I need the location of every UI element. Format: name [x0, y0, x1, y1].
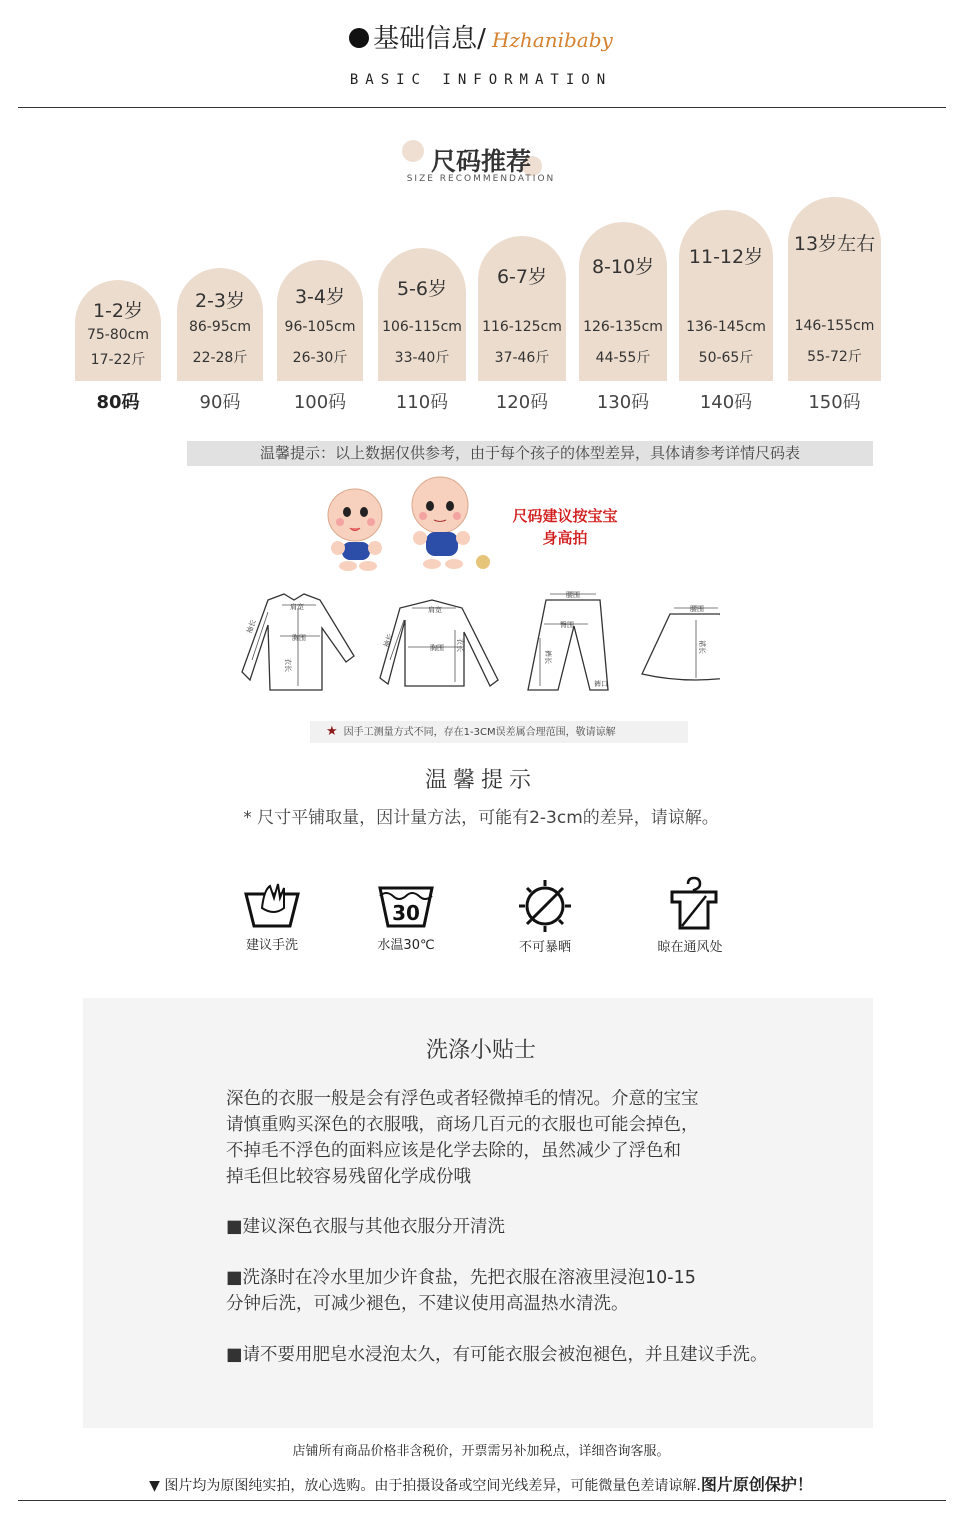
baby-note-line: 尺码建议按宝宝: [512, 507, 618, 525]
size-card: [679, 210, 773, 381]
water-temp-number: 30: [392, 901, 420, 925]
size-code: 100码: [293, 392, 347, 413]
care-label: 水温30℃: [377, 938, 435, 953]
footer-photo-note: [0, 1472, 962, 1495]
wash-tip-item: ■建议深色衣服与其他衣服分开清洗: [226, 1217, 506, 1237]
card-weight: 33-40斤: [394, 350, 450, 366]
size-card: [177, 268, 263, 381]
wash-tip-paragraph: [226, 1086, 699, 1190]
card-age: 1-2岁: [92, 300, 144, 322]
label-waist: 腰围: [690, 605, 704, 613]
card-age: 11-12岁: [688, 246, 764, 268]
card-weight: 17-22斤: [90, 352, 146, 368]
card-height: 116-125cm: [482, 319, 562, 335]
footer-copyright: 图片原创保护！: [700, 1475, 813, 1494]
wash-tip-item: ■请不要用肥皂水浸泡太久，有可能衣服会被泡褪色，并且建议手洗。: [226, 1345, 768, 1365]
size-code: 90码: [199, 392, 241, 413]
label-cuff: 裤口: [594, 680, 608, 688]
wash-tip-line: ■洗涤时在冷水里加少许食盐，先把衣服在溶液里浸泡10-15: [226, 1268, 696, 1288]
label-chest: 胸围: [292, 634, 306, 642]
card-weight: 55-72斤: [807, 349, 862, 365]
section-title: [0, 18, 962, 55]
measure-note: [310, 721, 688, 743]
measurement-diagram: [240, 590, 720, 700]
card-weight: 50-65斤: [698, 350, 754, 366]
size-card: [378, 248, 466, 381]
wash-tip-line: 请慎重购买深色的衣服哦，商场几百元的衣服也可能会掉色，: [226, 1115, 699, 1135]
hang-dry-icon: [658, 876, 722, 932]
card-weight: 26-30斤: [292, 350, 348, 366]
star-icon: ★: [326, 724, 338, 739]
label-length: 衣长: [456, 638, 464, 652]
card-weight: 44-55斤: [595, 350, 651, 366]
bullet-dot-icon: [349, 28, 369, 48]
divider: [18, 107, 946, 108]
baby-note: [500, 505, 630, 549]
card-height: 126-135cm: [583, 319, 663, 335]
hand-wash-icon: [240, 878, 304, 930]
wash-tips-title: 洗涤小贴士: [425, 1038, 536, 1063]
wash-tip-line: 不掉毛不浮色的面料应该是化学去除的，虽然减少了浮色和: [226, 1141, 681, 1161]
card-height: 146-155cm: [794, 318, 875, 334]
label-shoulder: 肩宽: [428, 606, 442, 614]
care-item: [366, 884, 446, 953]
wash-tip-line: 掉毛但比较容易残留化学成份哦: [226, 1167, 471, 1187]
size-code: 120码: [495, 392, 549, 413]
baby-illustration-icon: [320, 470, 500, 580]
water-30-icon: [374, 884, 438, 930]
card-age: 3-4岁: [294, 286, 346, 308]
label-pants-length: 裤长: [544, 650, 552, 664]
card-age: 8-10岁: [591, 256, 655, 278]
size-card: [788, 197, 881, 381]
size-subtitle: SIZE RECOMMENDATION: [406, 174, 556, 184]
size-title: 尺码推荐: [430, 147, 531, 176]
size-card: [277, 260, 363, 381]
card-height: 96-105cm: [284, 319, 356, 335]
care-label: 晾在通风处: [657, 940, 723, 955]
size-code: 140码: [699, 392, 753, 413]
size-card: [75, 280, 161, 381]
card-weight: 37-46斤: [494, 350, 550, 366]
label-shoulder: 肩宽: [290, 603, 304, 611]
label-chest: 胸围: [430, 644, 444, 652]
wash-tip-line: 深色的衣服一般是会有浮色或者轻微掉毛的情况。介意的宝宝: [226, 1089, 699, 1109]
size-card: [478, 236, 566, 381]
care-item: [505, 878, 585, 955]
label-waist: 腰围: [566, 591, 580, 599]
divider: [18, 1500, 946, 1501]
size-tip-bar: 温馨提示：以上数据仅供参考，由于每个孩子的体型差异，具体请参考详情尺码表: [187, 441, 873, 466]
warm-title: 温馨提示: [424, 768, 537, 793]
card-height: 75-80cm: [86, 327, 149, 343]
wash-tip-line: 分钟后洗，可减少褪色，不建议使用高温热水清洗。: [226, 1294, 629, 1314]
label-length: 衣长: [284, 658, 292, 672]
label-sleeve: 袖长: [245, 618, 258, 635]
care-item: [232, 878, 312, 953]
card-age: 5-6岁: [396, 278, 448, 300]
care-item: [650, 876, 730, 955]
size-code: 80码: [96, 392, 140, 413]
no-sun-icon: [513, 878, 577, 932]
card-height: 86-95cm: [188, 319, 251, 335]
care-label: 不可暴晒: [518, 940, 571, 955]
warm-text: * 尺寸平铺取量，因计量方法，可能有2-3cm的差异，请谅解。: [243, 808, 719, 828]
wash-tip-item: [226, 1265, 696, 1317]
card-age: 2-3岁: [194, 290, 246, 312]
measure-note-text: 因手工测量方式不同，存在1-3CM误差属合理范围，敬请谅解: [343, 727, 616, 738]
card-weight: 22-28斤: [192, 350, 248, 366]
section-title-text: 基础信息/: [373, 24, 486, 54]
card-age: 6-7岁: [496, 266, 548, 288]
section-subtitle: BASIC INFORMATION: [349, 72, 613, 88]
skirt-outline-icon: [642, 614, 720, 680]
care-label: 建议手洗: [245, 938, 298, 953]
size-code: 110码: [395, 392, 449, 413]
card-age: 13岁左右: [793, 233, 876, 255]
size-code: 130码: [596, 392, 650, 413]
card-height: 136-145cm: [686, 319, 766, 335]
label-sleeve: 袖长: [382, 632, 395, 649]
card-height: 106-115cm: [382, 319, 462, 335]
size-card: [579, 222, 667, 381]
label-hip: 臀围: [560, 621, 574, 629]
brand-logo: Hzhanibaby: [491, 28, 613, 52]
footer-photo-text: ▼ 图片均为原图纯实拍，放心选购。由于拍摄设备或空间光线差异，可能微量色差请谅解.: [149, 1478, 701, 1494]
label-skirt-length: 裙长: [698, 640, 706, 654]
size-code: 150码: [808, 392, 861, 413]
baby-note-line: 身高拍: [542, 529, 588, 547]
footer-tax-note: 店铺所有商品价格非含税价，开票需另补加税点，详细咨询客服。: [292, 1444, 670, 1459]
